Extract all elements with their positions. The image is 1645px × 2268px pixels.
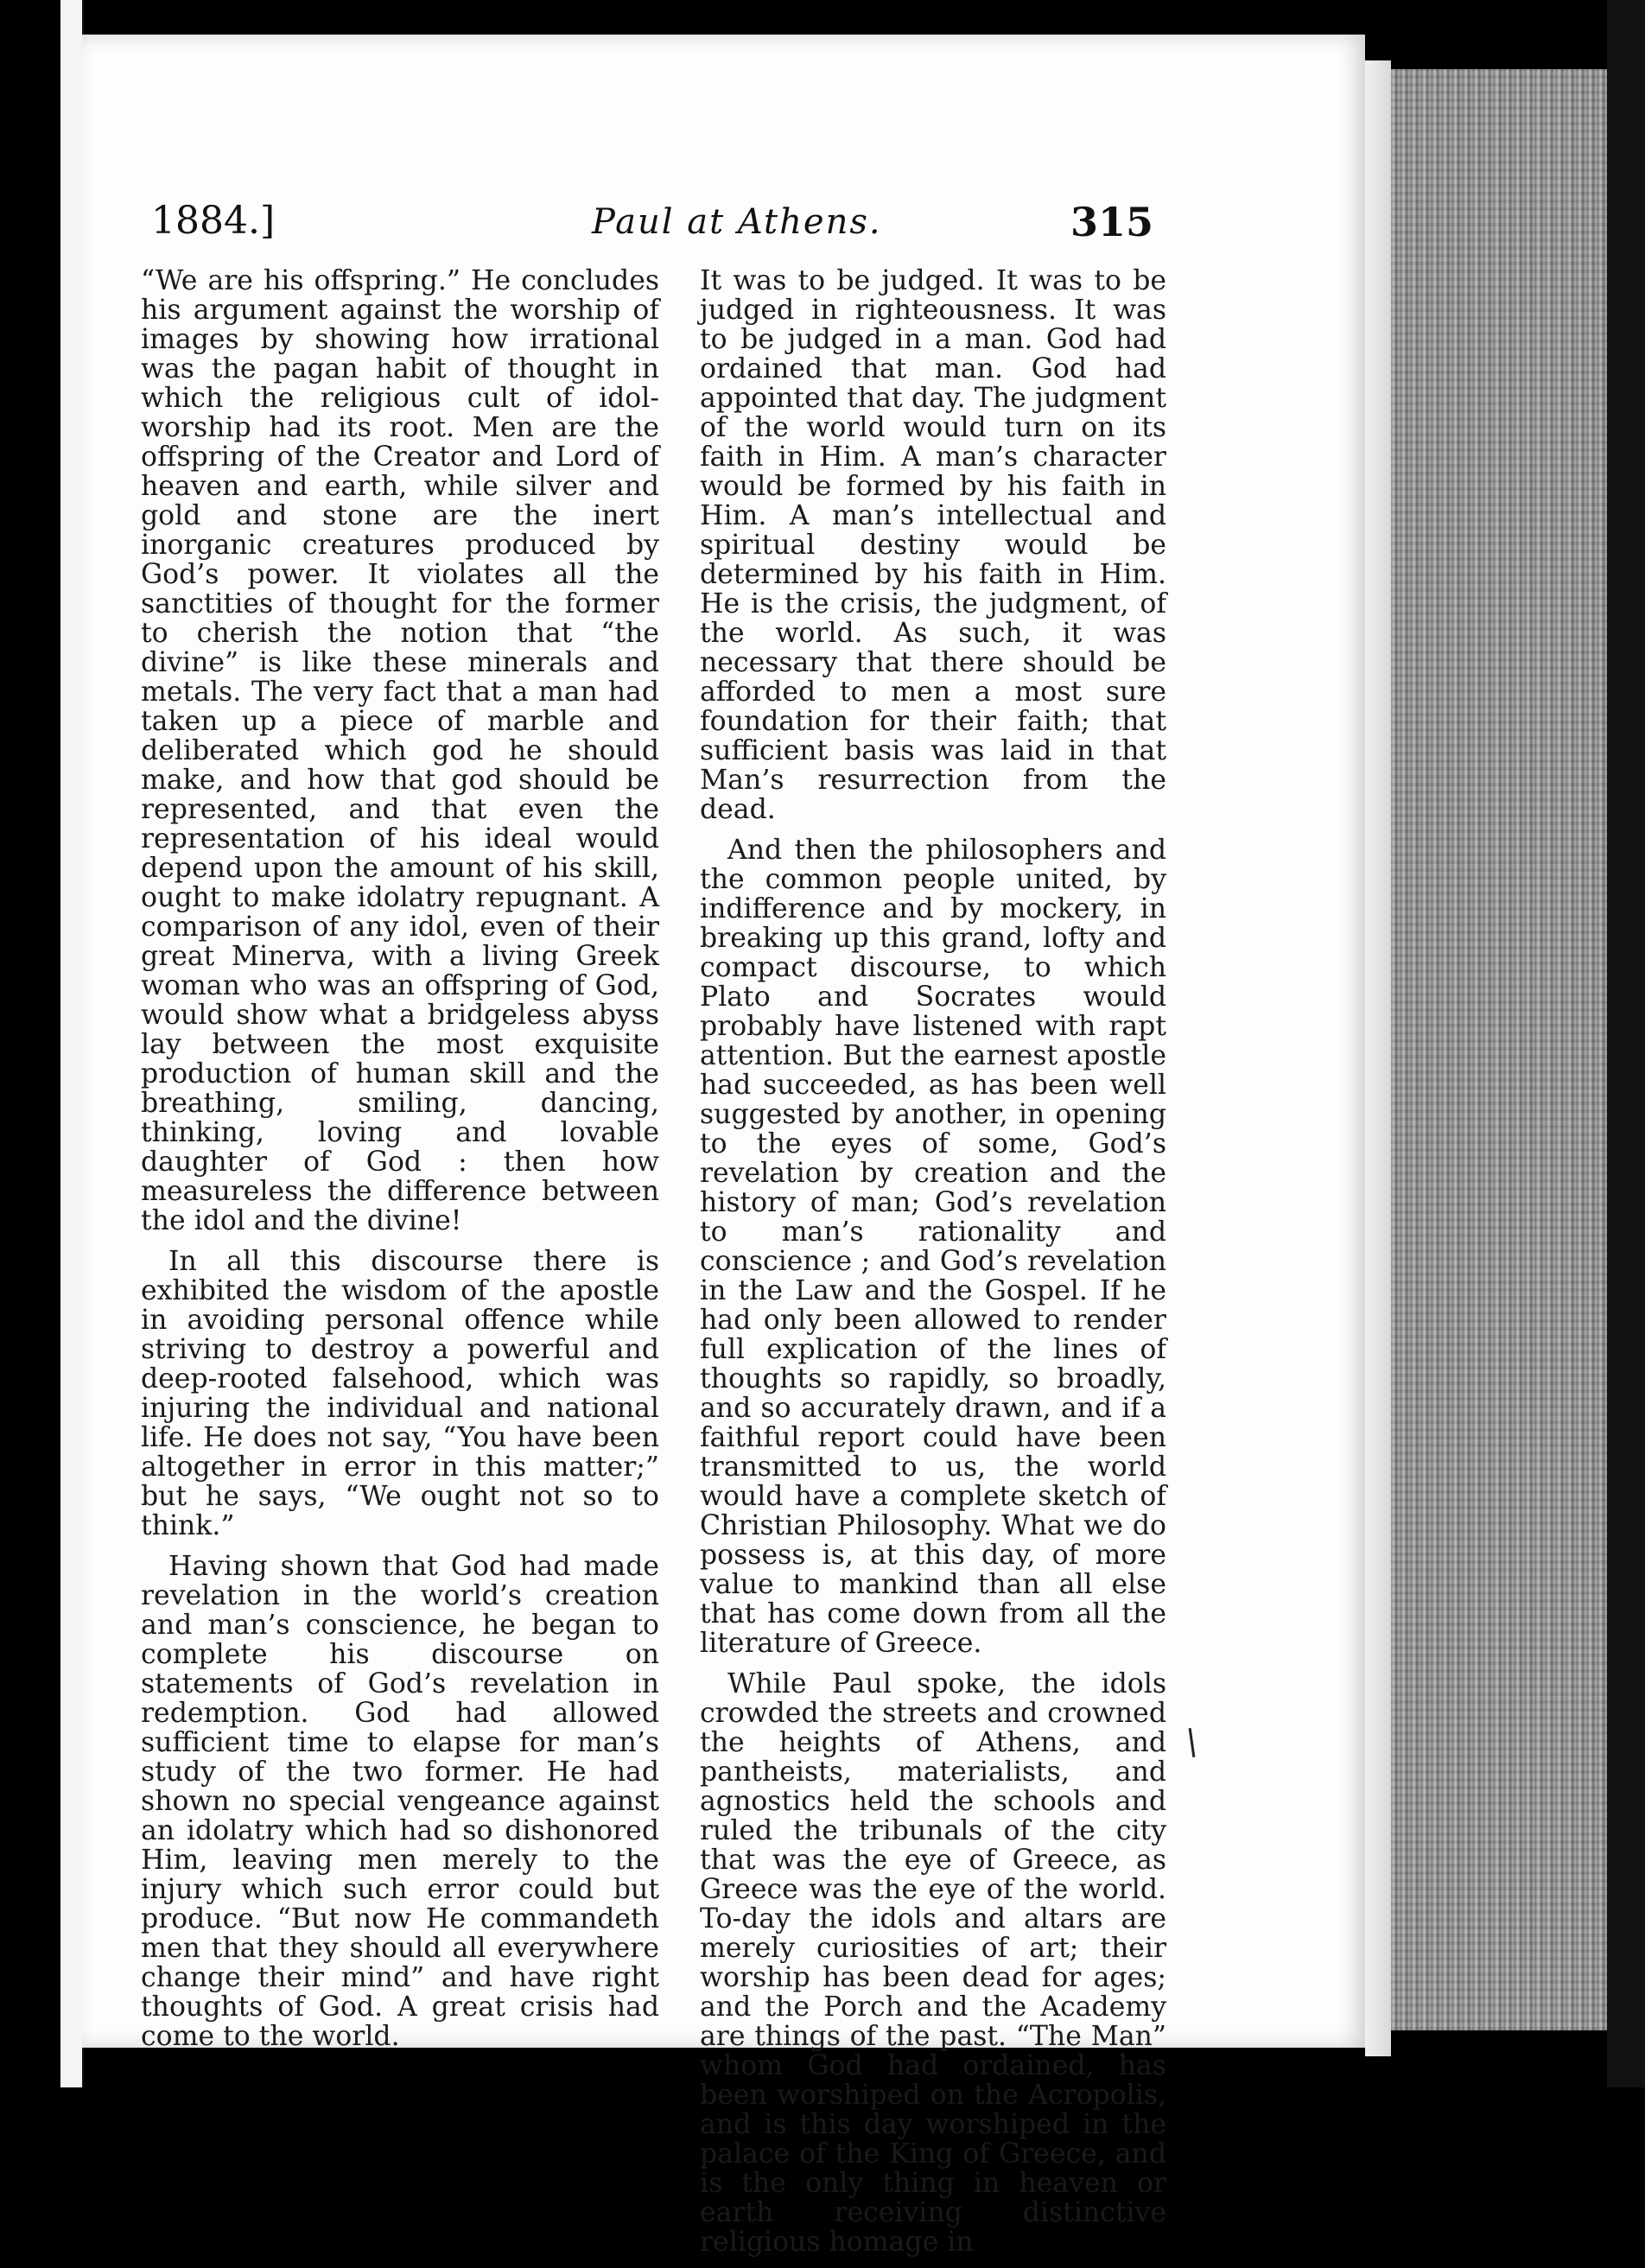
paragraph: While Paul spoke, the idols crowded the streets and crowned the heights of Athens, and pantheists, materialists, and agnostics held the schools and ruled the tribunals of the city that was the eye of Greece, as Greece was the eye of the world. To-day the idols and altars are merely curiosities of art; their worship has been dead for ages; and the Porch and the Academy are things of the past. “The Man” whom God had ordained, has been worshiped on the Acropolis, and is this day worshiped in the palace of the King of Greece, and is the only thing in heaven or earth receiving distinctive religious homage in	[700, 1668, 1166, 2258]
paragraph: In all this discourse there is exhibited the wisdom of the apostle in avoiding personal offence while striving to destroy a powerful and deep-rooted falsehood, which was injuring the individual and national life. He does not say, “You have been altogether in error in this matter;” but he says, “We ought not so to think.”	[141, 1246, 659, 1541]
book-page	[82, 35, 1365, 2258]
paragraph: And then the philosophers and the common people united, by indifference and by mockery, in breaking up this grand, lofty and compact discourse, to which Plato and Socrates would probably have listened with rapt attention. But the earnest apostle had succeeded, as has been well suggested by another, in opening to the eyes of some, God’s revelation by creation and the history of man; God’s revelation to man’s rationality and conscience ; and God’s revelation in the Law and the Gospel. If he had only been allowed to render full explication of the lines of thoughts so rapidly, so broadly, and so accurately drawn, and if a faithful report could have been transmitted to us, the world would have a complete sketch of Christian Philosophy. What we do possess is, at this day, of more value to mankind than all else that has come down from all the literature of Greece.	[700, 835, 1166, 1659]
book-text-block-edge	[1391, 69, 1607, 2030]
running-title: Paul at Athens.	[592, 202, 882, 242]
left-column	[141, 266, 659, 2062]
background-right	[1607, 0, 1645, 2087]
facing-page-edge	[60, 0, 84, 2087]
paragraph: Having shown that God had made revelation in the world’s creation and man’s conscience, he began to complete his discourse on statements of God’s revelation in redemption. God had allowed sufficient time to elapse for man’s study of the two former. He had shown no special vengeance against an idolatry which had so dishonored Him, leaving men merely to the injury which such error could but produce. “But now He commandeth men that they should all everywhere change their mind” and have right thoughts of God. A great crisis had come to the world.	[141, 1551, 659, 2052]
book-spine-shadow	[0, 0, 60, 2087]
paragraph: “We are his offspring.” He concludes his argument against the worship of images by showing how irrational was the pagan habit of thought in which the religious cult of idol-worship had its root. Men are the offspring of the Creator and Lord of heaven and earth, while silver and gold and stone are the inert inorganic creatures produced by God’s power. It violates all the sanctities of thought for the former to cherish the notion that “the divine” is like these minerals and metals. The very fact that a man had taken up a piece of marble and deliberated which god he should make, and how that god should be represented, and that even the representation of his ideal would depend upon the amount of his skill, ought to make idolatry repugnant. A comparison of any idol, even of their great Minerva, with a living Greek woman who was an offspring of God, would show what a bridgeless abyss lay between the most exquisite production of human skill and the breathing, smiling, dancing, thinking, loving and lovable daughter of God : then how measureless the difference between the idol and the divine!	[141, 265, 659, 1236]
page-fore-edge	[1365, 60, 1391, 2056]
header-year: 1884.]	[151, 199, 276, 243]
page-number: 315	[1070, 199, 1153, 245]
page-header	[151, 164, 1153, 251]
right-column	[700, 266, 1166, 2268]
margin-mark	[1189, 1728, 1196, 1757]
paragraph: It was to be judged. It was to be judged in righteousness. It was to be judged in a man. God had ordained that man. God had appointed that day. The judgment of the world would turn on its faith in Him. A man’s character would be formed by his faith in Him. A man’s intellectual and spiritual destiny would be determined by his faith in Him. He is the crisis, the judgment, of the world. As such, it was necessary that there should be afforded to men a most sure foundation for their faith; that sufficient basis was laid in that Man’s resurrection from the dead.	[700, 265, 1166, 825]
